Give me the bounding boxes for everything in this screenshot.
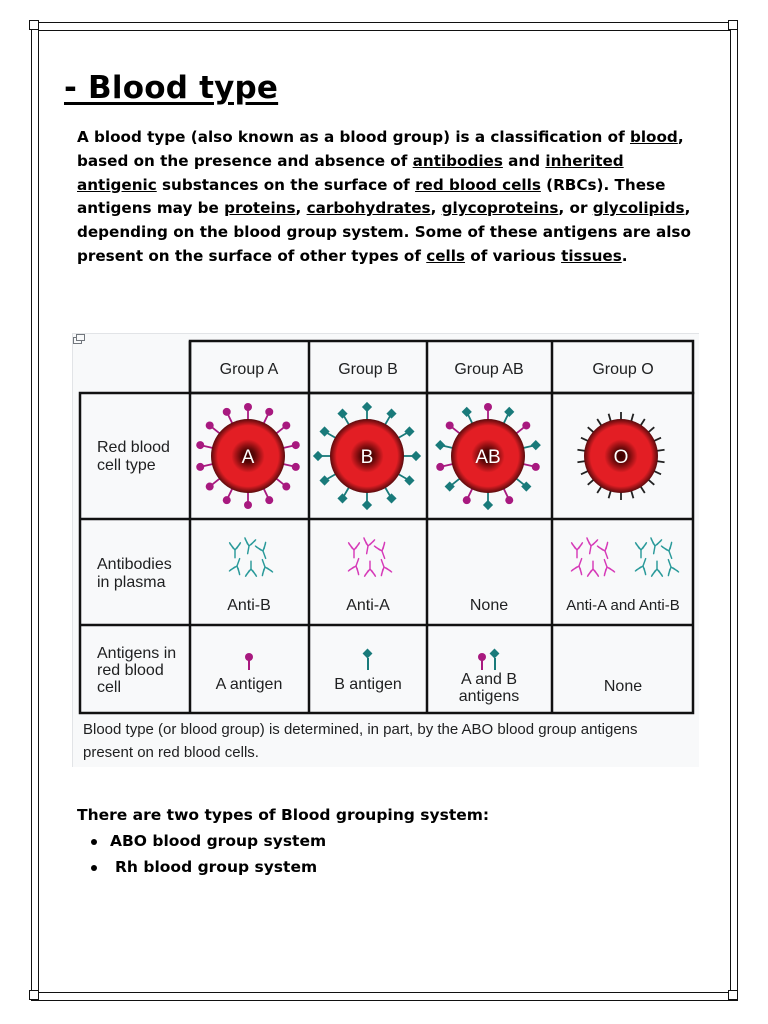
- antibody-glyph: [348, 557, 363, 575]
- rbc-label-a: A: [241, 447, 255, 468]
- link-red-blood-cells[interactable]: red blood cells: [415, 175, 541, 194]
- antibody-glyph: [376, 558, 391, 576]
- b-antigen-head: [483, 500, 493, 510]
- a-antigen-icon: [245, 653, 253, 670]
- column-header-group-o: Group O: [592, 361, 654, 378]
- b-antigen-icon: [363, 649, 373, 670]
- b-antigen-head: [362, 402, 372, 412]
- antibody-glyph: [652, 561, 663, 576]
- antigen-stalk: [648, 480, 654, 485]
- link-antibodies[interactable]: antibodies: [412, 151, 503, 170]
- link-blood[interactable]: blood: [629, 128, 678, 146]
- link-proteins[interactable]: proteins: [224, 199, 296, 218]
- antigen-label-b: B antigen: [334, 676, 402, 693]
- b-antigen-head: [462, 407, 472, 417]
- antibody-label-o: Anti-A and Anti-B: [566, 597, 680, 614]
- a-antigen-head: [446, 421, 454, 429]
- antibody-glyph: [663, 558, 678, 576]
- text-run: A blood type (also known as a blood group) is a classification of: [77, 128, 630, 146]
- text-run: , depending on the blood group system. Some of these antigens are also present on the surface of other types of: [77, 199, 691, 265]
- b-antigen-head: [386, 408, 396, 418]
- antibody-glyph: [349, 543, 360, 558]
- b-antigen-head: [319, 475, 329, 485]
- antibody-glyph: [255, 542, 270, 560]
- antigen-stalk: [609, 491, 611, 499]
- b-antigen-head: [386, 493, 396, 503]
- antibody-glyph: [635, 557, 650, 575]
- antigen-stalk: [654, 438, 661, 441]
- list-item: [90, 829, 326, 855]
- row-label-antigens-line2: red blood: [97, 662, 164, 679]
- antigen-label-ab-line2: antigens: [458, 688, 520, 705]
- antibody-glyph: [636, 543, 647, 558]
- a-antigen-head: [244, 501, 252, 509]
- blood-systems-list: [90, 829, 326, 880]
- column-header-group-b: Group B: [338, 361, 398, 378]
- antibody-label-b: Anti-A: [346, 597, 390, 614]
- antibody-glyph: [242, 538, 255, 555]
- a-antigen-head: [223, 408, 231, 416]
- list-item-text: Rh blood group system: [115, 857, 318, 876]
- antibody-glyph: [599, 558, 614, 576]
- link-glycoproteins[interactable]: glycoproteins: [441, 199, 559, 218]
- row-label-antibodies-line1: Antibodies: [97, 556, 172, 573]
- a-antigen-head: [292, 463, 300, 471]
- antibody-glyph: [365, 561, 376, 576]
- a-antigen-head: [265, 408, 273, 416]
- antibody-glyph: [230, 543, 241, 558]
- link-tissues[interactable]: tissues: [561, 246, 622, 265]
- b-antigen-head: [319, 426, 329, 436]
- rbc-label-ab: AB: [475, 447, 501, 468]
- a-antigen-head: [206, 483, 214, 491]
- antibody-glyph: [584, 538, 597, 555]
- row-label-rbc-line1: Red blood: [97, 439, 170, 456]
- a-antigen-head: [463, 496, 471, 504]
- antigen-label-o: None: [603, 678, 643, 695]
- b-antigen-head: [504, 407, 514, 417]
- text-run: ,: [295, 199, 307, 218]
- b-antigen-head: [435, 440, 445, 450]
- link-cells[interactable]: cells: [426, 246, 466, 265]
- antigen-stalk: [577, 461, 585, 462]
- text-run: of various: [465, 246, 562, 265]
- page-title: - Blood type: [64, 70, 279, 106]
- row-label-antibodies-line2: in plasma: [97, 574, 166, 591]
- figure-caption: Blood type (or blood group) is determined, in part, by the ABO blood group antigens present on red blood cells.: [83, 721, 638, 761]
- bullet-icon: [91, 865, 97, 871]
- antigen-stalk: [597, 419, 601, 426]
- antigen-stalk: [654, 471, 661, 474]
- antigen-stalk: [631, 414, 633, 422]
- antigen-stalk: [577, 450, 585, 451]
- rbc-label-b: B: [360, 447, 374, 468]
- a-antigen-head: [265, 496, 273, 504]
- antigen-stalk: [640, 419, 644, 426]
- b-antigen-head: [337, 408, 347, 418]
- a-antigen-head: [532, 463, 540, 471]
- antigen-stalk: [657, 461, 665, 462]
- border-corner: [728, 990, 738, 1000]
- text-run: substances on the surface of: [156, 175, 416, 194]
- enlarge-icon[interactable]: [73, 334, 85, 344]
- b-antigen-head: [313, 451, 323, 461]
- a-antigen-head: [223, 496, 231, 504]
- text-run: .: [621, 246, 628, 265]
- ab-antigens-icon: [478, 649, 499, 670]
- antigen-label-ab-line1: A and B: [460, 671, 518, 688]
- list-item-text: ABO blood group system: [110, 832, 327, 850]
- antibody-glyph: [229, 557, 244, 575]
- b-antigen-head: [404, 426, 414, 436]
- antibody-label-a: Anti-B: [227, 597, 271, 614]
- b-antigen-head: [337, 493, 347, 503]
- antigen-stalk: [648, 427, 654, 432]
- b-antigen-head: [411, 451, 421, 461]
- link-glycolipids[interactable]: glycolipids: [592, 199, 685, 218]
- link-antigenic[interactable]: antigenic: [77, 175, 157, 194]
- a-antigen-head: [206, 421, 214, 429]
- a-antigen-head: [196, 463, 204, 471]
- blood-systems-lead: There are two types of Blood grouping system:: [77, 806, 490, 824]
- antibody-glyph: [661, 542, 676, 560]
- antigen-stalk: [588, 427, 594, 432]
- b-antigen-head: [531, 440, 541, 450]
- antibody-glyph: [257, 558, 272, 576]
- bullet-icon: [91, 839, 97, 845]
- a-antigen-head: [282, 421, 290, 429]
- column-header-group-a: Group A: [219, 361, 279, 378]
- antibody-glyph: [246, 561, 257, 576]
- b-antigen-head: [362, 500, 372, 510]
- a-antigen-head: [244, 403, 252, 411]
- antibody-glyph: [572, 543, 583, 558]
- text-run: and: [502, 151, 546, 170]
- anti-b-antibodies-icon: [229, 538, 272, 576]
- antibody-glyph: [597, 542, 612, 560]
- antibody-glyph: [361, 538, 374, 555]
- antibody-label-ab: None: [469, 597, 509, 614]
- anti-a-antibodies-icon: [571, 538, 614, 576]
- antigen-label-a: A antigen: [215, 676, 283, 693]
- a-antigen-head: [282, 483, 290, 491]
- text-run: , or: [558, 199, 593, 218]
- a-antigen-head: [196, 441, 204, 449]
- antigen-stalk: [588, 480, 594, 485]
- antigen-stalk: [597, 486, 601, 493]
- antigen-stalk: [631, 491, 633, 499]
- b-antigen-head: [404, 475, 414, 485]
- antibody-glyph: [648, 538, 661, 555]
- a-antigen-head: [436, 463, 444, 471]
- text-run: (RBCs). These antigens may be: [77, 175, 666, 218]
- antibody-glyph: [588, 561, 599, 576]
- border-corner: [728, 20, 738, 30]
- antigen-stalk: [581, 471, 588, 474]
- antigen-stalk: [657, 450, 665, 451]
- antibody-glyph: [571, 557, 586, 575]
- row-label-antigens-line3: cell: [97, 679, 122, 696]
- anti-a-antibodies-icon: [348, 538, 391, 576]
- a-antigen-head: [292, 441, 300, 449]
- row-label-rbc-line2: cell type: [97, 457, 156, 474]
- intro-paragraph: [77, 126, 702, 269]
- antigen-stalk: [609, 414, 611, 422]
- list-item: [90, 855, 326, 881]
- antibody-glyph: [374, 542, 389, 560]
- column-header-group-ab: Group AB: [454, 361, 524, 378]
- text-run: , based on the presence and absence of: [77, 128, 684, 170]
- blood-type-figure: [72, 333, 699, 767]
- rbc-label-o: O: [613, 447, 629, 468]
- a-antigen-head: [484, 403, 492, 411]
- row-label-antigens-line1: Antigens in: [97, 645, 177, 662]
- abo-table-diagram: [73, 334, 699, 767]
- a-antigen-head: [522, 421, 530, 429]
- link-inherited[interactable]: inherited: [545, 151, 624, 170]
- border-corner: [29, 20, 39, 30]
- text-run: ,: [430, 199, 442, 218]
- border-corner: [29, 990, 39, 1000]
- antigen-stalk: [581, 438, 588, 441]
- link-carbohydrates[interactable]: carbohydrates: [306, 199, 431, 218]
- a-antigen-head: [505, 496, 513, 504]
- antigen-stalk: [640, 486, 644, 493]
- anti-b-antibodies-icon: [635, 538, 678, 576]
